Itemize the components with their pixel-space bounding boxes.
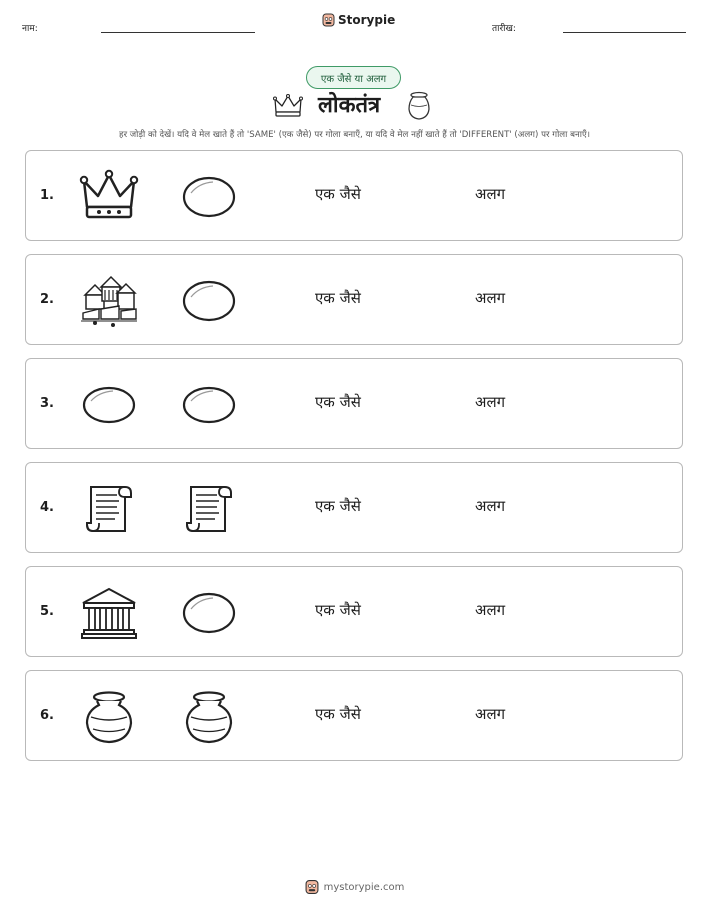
question-row-4 — [25, 462, 683, 553]
footer-site[interactable]: mystorypie.com — [323, 881, 405, 893]
scroll-icon — [79, 481, 139, 537]
oval-icon — [179, 377, 239, 433]
brand-name: Storypie — [338, 13, 396, 27]
scroll-icon — [179, 481, 239, 537]
option-same[interactable]: एक जैसे — [315, 601, 361, 619]
row-number: 6. — [40, 708, 54, 723]
pot-icon — [179, 689, 239, 745]
page-title: लोकतंत्र — [318, 93, 381, 118]
header — [0, 0, 709, 50]
row-number: 5. — [40, 604, 54, 619]
question-row-3 — [25, 358, 683, 449]
question-row-1 — [25, 150, 683, 241]
question-row-5 — [25, 566, 683, 657]
date-label: तारीख: — [492, 24, 516, 34]
temple-icon — [79, 585, 139, 641]
crown-icon — [273, 94, 303, 118]
option-same[interactable]: एक जैसे — [315, 497, 361, 515]
oval-icon — [179, 585, 239, 641]
date-line[interactable] — [563, 32, 686, 33]
row-number: 4. — [40, 500, 54, 515]
option-same[interactable]: एक जैसे — [315, 289, 361, 307]
name-line[interactable] — [101, 32, 255, 33]
oval-icon — [79, 377, 139, 433]
brand-logo — [322, 13, 395, 27]
option-different[interactable]: अलग — [475, 185, 506, 203]
name-label: नाम: — [22, 24, 38, 34]
crown-icon — [79, 169, 139, 225]
option-different[interactable]: अलग — [475, 601, 506, 619]
question-row-6 — [25, 670, 683, 761]
option-same[interactable]: एक जैसे — [315, 705, 361, 723]
row-number: 1. — [40, 188, 54, 203]
storypie-mascot-icon — [322, 13, 335, 27]
market-town-icon — [79, 273, 139, 329]
row-number: 3. — [40, 396, 54, 411]
option-different[interactable]: अलग — [475, 705, 506, 723]
oval-icon — [179, 273, 239, 329]
pot-icon — [405, 91, 433, 121]
option-same[interactable]: एक जैसे — [315, 393, 361, 411]
instructions: हर जोड़ी को देखें। यदि वे मेल खाते हैं तो 'SAME' (एक जैसे) पर गोला बनाएँ, या यदि वे मेल नहीं खाते हैं तो 'DIFFERENT' (अलग) पर गोला बनाएँ। — [119, 130, 590, 140]
option-different[interactable]: अलग — [475, 289, 506, 307]
option-different[interactable]: अलग — [475, 393, 506, 411]
question-row-2 — [25, 254, 683, 345]
footer — [0, 879, 709, 895]
option-different[interactable]: अलग — [475, 497, 506, 515]
storypie-mascot-icon — [305, 879, 319, 895]
pot-icon — [79, 689, 139, 745]
activity-badge: एक जैसे या अलग — [306, 66, 401, 89]
row-number: 2. — [40, 292, 54, 307]
title-row — [0, 89, 709, 123]
option-same[interactable]: एक जैसे — [315, 185, 361, 203]
oval-icon — [179, 169, 239, 225]
